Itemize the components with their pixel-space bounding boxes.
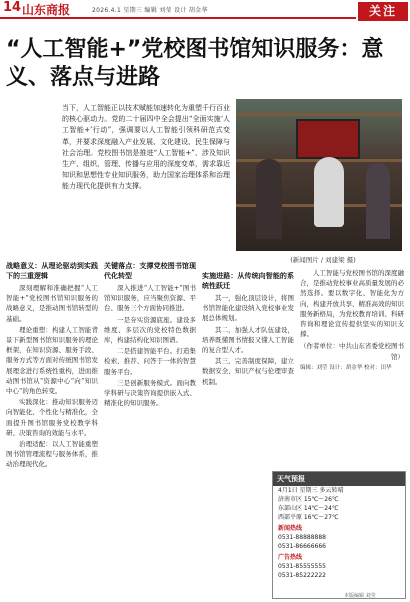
paragraph: 二是搭建智能平台。打造集检索、推荐、问答于一体的智慧服务平台。 [104, 347, 196, 376]
weather-row: 4月1日 星期三 多云转晴 [278, 487, 344, 494]
author-note: （作者单位：中共山东省委党校图书馆） [300, 342, 404, 361]
display-screen [296, 119, 360, 159]
page-footer: 本版编辑 刘莹 [344, 593, 376, 599]
info-box [272, 471, 406, 599]
article-column-4 [300, 268, 404, 468]
paragraph: 三是创新服务模式。面向教学科研与决策咨询提供嵌入式、精准化的知识服务。 [104, 378, 196, 408]
article-column-1 [6, 258, 98, 588]
section-subheading: 实施进路：从传统向智能的系统性跃迁 [202, 272, 294, 290]
paragraph: 深刻理解和准确把握“人工智能+”党校图书馆知识服务的战略意义，是推动图书馆转型的基础。 [6, 284, 98, 323]
news-photo [236, 99, 402, 251]
page-header [0, 0, 410, 17]
page-number: 14 [3, 0, 22, 15]
hotline-number: 0531-86666666 [278, 543, 326, 550]
intro-paragraph: 当下，人工智能正以技术赋能加速转化为重塑千行百业的核心驱动力。党的二十届四中全会提出“全面实施‘人工智能+’行动”，强调要以人工智能引领科研范式变革，并要求深度融入产业发展、文化建设、民生保障与社会治理。党校图书馆是推进“人工智能+”、涉及知识生产、组织、管理、传播与应用的深度变革，需求靠近知识和思想性专业知识服务，助力国家治理体系和治理能力现代化提供有力支撑。 [62, 104, 230, 191]
person-silhouette [366, 163, 390, 239]
robot-figure [314, 157, 344, 227]
person-silhouette [256, 159, 282, 239]
paragraph: 人工智能与党校图书馆的深度融合，是推动党校事业高质量发展的必然选择。要以数字化、智能化为方向，构建开放共享、精准高效的知识服务新格局，为党校教育培训、科研咨询和理论宣传提供坚实的知识支撑。 [300, 269, 404, 339]
editor-credits: 编辑：刘莹 设计：胡金华 校对：田华 [300, 364, 392, 371]
paragraph: 实践深化：推动知识服务迈向智能化、个性化与精准化，全面提升图书馆服务党校教学科研、决策咨询的效能与水平。 [6, 398, 98, 437]
ad-number: 0531-85555555 [278, 563, 326, 570]
hotline-number: 0531-88888888 [278, 534, 326, 541]
shelf-line [236, 113, 402, 116]
hotline-label: 新闻热线 [278, 525, 303, 532]
ad-number: 0531-85222222 [278, 572, 326, 579]
weather-row: 济南市区 15℃～26℃ [278, 496, 339, 503]
article-column-2 [104, 258, 196, 588]
paragraph: 理论重塑：构建人工智能背景下新型图书馆知识服务的理论框架，在知识资源、服务手段、服务方式等方面对传统图书馆发展理念进行系统性重构，进而推动图书馆从“资源中心”向“知识中心”的角色转变。 [6, 325, 98, 396]
weather-row: 西部平原 16℃～27℃ [278, 514, 339, 521]
paragraph: 其三，完善制度保障，建立数据安全、知识产权与伦理审查机制。 [202, 357, 294, 386]
section-tag: 关注 [358, 2, 408, 21]
section-subheading: 战略意义：从理论驱动到实践下的三重逻辑 [6, 262, 98, 280]
info-box-title: 天气预报 [273, 472, 405, 486]
headline: “人工智能+”党校图书馆知识服务：意义、落点与进路 [6, 37, 384, 90]
paragraph: 一是夯实资源底座。建设多维度、多层次的党校特色数据库，构建结构化知识图谱。 [104, 315, 196, 345]
paragraph: 深入推进“人工智能+”图书馆知识服务，应当聚焦资源、平台、服务三个方面协同推进。 [104, 284, 196, 313]
ad-label: 广告热线 [278, 554, 303, 561]
photo-caption: (新闻图片 / 刘建梁 摄) [290, 256, 356, 264]
newspaper-name: 山东商报 [22, 3, 71, 17]
issue-meta: 2026.4.1 星期三 编辑 刘莹 设计 胡金华 [92, 7, 208, 14]
weather-row: 东部山区 14℃～24℃ [278, 505, 339, 512]
paragraph: 其二，加强人才队伍建设，培养既懂图书情报又懂人工智能的复合型人才。 [202, 325, 294, 355]
section-subheading: 关键落点：支撑党校图书馆现代化转型 [104, 262, 196, 280]
header-rule [0, 17, 356, 19]
paragraph: 治理适配：以人工智能重塑图书馆管理流程与服务体系，推动治理现代化。 [6, 440, 98, 469]
paragraph: 其一，强化顶层设计，将图书馆智能化建设纳入党校事业发展总体规划。 [202, 294, 294, 323]
